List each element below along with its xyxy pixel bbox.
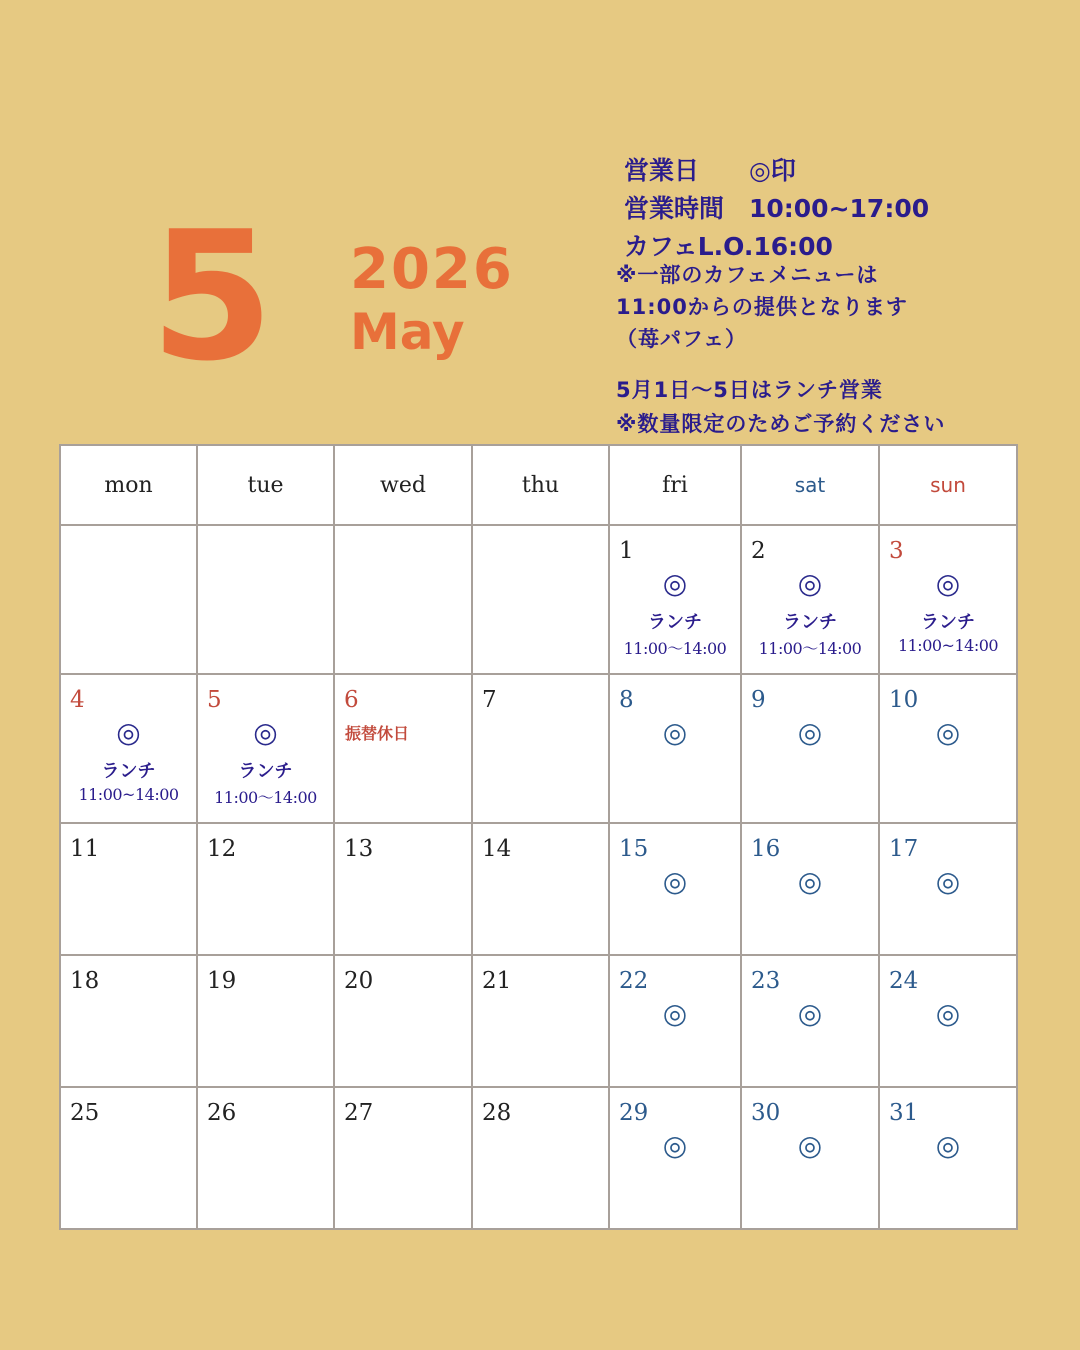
lunch-label: ランチ [238, 761, 293, 782]
info-lunch-notice: 5月1日〜5日はランチ営業 [616, 378, 883, 402]
open-mark: ◎ [797, 1129, 823, 1162]
day-number: 5 [207, 687, 222, 713]
month-name: May [350, 303, 465, 361]
open-mark: ◎ [662, 716, 688, 749]
day-number: 1 [619, 538, 634, 564]
day-number: 3 [889, 538, 904, 564]
day-cell-28 [472, 1087, 609, 1229]
day-cell-25 [60, 1087, 197, 1229]
day-number: 14 [482, 836, 512, 862]
day-cell-19 [197, 955, 334, 1087]
day-cell-6 [334, 674, 472, 823]
day-number: 9 [751, 687, 766, 713]
open-mark: ◎ [116, 716, 141, 749]
day-number: 2 [751, 538, 766, 564]
day-number: 18 [70, 968, 100, 994]
weekday-sun: sun [879, 445, 1017, 525]
week-row [60, 674, 1017, 823]
info-cafe-lo: カフェL.O.16:00 [624, 232, 833, 261]
day-cell-2 [741, 525, 879, 674]
lunch-time: 11:00~14:00 [78, 785, 179, 804]
day-cell-23 [741, 955, 879, 1087]
day-number: 24 [889, 968, 919, 994]
open-mark: ◎ [662, 1129, 688, 1162]
holiday-label: 振替休日 [345, 724, 410, 743]
open-mark: ◎ [797, 997, 823, 1030]
day-cell-empty [334, 525, 472, 674]
weekday-mon: mon [60, 445, 197, 525]
day-number: 20 [344, 968, 374, 994]
day-number: 31 [889, 1100, 919, 1126]
day-cell-14 [472, 823, 609, 955]
weekday-wed: wed [334, 445, 472, 525]
lunch-time: 11:00〜14:00 [623, 639, 727, 658]
open-mark: ◎ [662, 865, 688, 898]
lunch-time: 11:00〜14:00 [214, 788, 317, 807]
day-number: 21 [482, 968, 512, 994]
day-number: 29 [619, 1100, 649, 1126]
lunch-label: ランチ [648, 612, 702, 633]
day-number: 8 [619, 687, 634, 713]
lunch-time: 11:00〜14:00 [758, 639, 862, 658]
day-cell-12 [197, 823, 334, 955]
day-cell-3 [879, 525, 1017, 674]
day-number: 6 [344, 687, 359, 713]
info-business-hours: 営業時間 10:00~17:00 [624, 194, 930, 223]
day-cell-8 [609, 674, 741, 823]
day-cell-11 [60, 823, 197, 955]
day-cell-empty [472, 525, 609, 674]
day-cell-31 [879, 1087, 1017, 1229]
day-cell-26 [197, 1087, 334, 1229]
day-cell-21 [472, 955, 609, 1087]
week-row [60, 525, 1017, 674]
day-number: 30 [751, 1100, 781, 1126]
lunch-time: 11:00~14:00 [897, 636, 999, 655]
day-cell-18 [60, 955, 197, 1087]
day-number: 22 [619, 968, 649, 994]
day-cell-22 [609, 955, 741, 1087]
day-cell-4 [60, 674, 197, 823]
open-mark: ◎ [935, 997, 961, 1030]
open-mark: ◎ [797, 716, 823, 749]
weekday-header-row [60, 445, 1017, 525]
day-cell-empty [197, 525, 334, 674]
day-cell-9 [741, 674, 879, 823]
week-row [60, 955, 1017, 1087]
open-mark: ◎ [253, 716, 278, 749]
day-number: 4 [70, 687, 85, 713]
week-row [60, 1087, 1017, 1229]
day-cell-20 [334, 955, 472, 1087]
day-number: 11 [70, 836, 100, 862]
day-number: 10 [889, 687, 919, 713]
weekday-fri: fri [609, 445, 741, 525]
day-cell-10 [879, 674, 1017, 823]
open-mark: ◎ [935, 1129, 961, 1162]
open-mark: ◎ [662, 567, 688, 600]
day-cell-13 [334, 823, 472, 955]
day-cell-empty [60, 525, 197, 674]
day-cell-5 [197, 674, 334, 823]
day-number: 26 [207, 1100, 237, 1126]
day-cell-29 [609, 1087, 741, 1229]
lunch-label: ランチ [101, 761, 156, 782]
info-business-days: 営業日 ◎印 [624, 156, 796, 185]
weekday-tue: tue [197, 445, 334, 525]
open-mark: ◎ [935, 716, 961, 749]
open-mark: ◎ [935, 865, 961, 898]
month-number: 5 [150, 193, 274, 400]
day-number: 13 [344, 836, 374, 862]
day-number: 23 [751, 968, 781, 994]
info-note-2: 11:00からの提供となります [616, 295, 908, 319]
day-number: 12 [207, 836, 237, 862]
day-number: 19 [207, 968, 237, 994]
day-number: 25 [70, 1100, 100, 1126]
weekday-sat: sat [741, 445, 879, 525]
day-number: 16 [751, 836, 781, 862]
day-cell-24 [879, 955, 1017, 1087]
info-reservation-note: ※数量限定のためご予約ください [616, 412, 946, 436]
open-mark: ◎ [797, 865, 823, 898]
calendar-grid [59, 444, 1018, 1230]
open-mark: ◎ [935, 567, 961, 600]
day-cell-30 [741, 1087, 879, 1229]
info-note-1: ※一部のカフェメニューは [616, 263, 879, 287]
day-cell-16 [741, 823, 879, 955]
info-note-3: （苺パフェ） [616, 327, 747, 351]
day-number: 28 [482, 1100, 512, 1126]
week-row [60, 823, 1017, 955]
open-mark: ◎ [662, 997, 688, 1030]
lunch-label: ランチ [921, 612, 975, 633]
day-number: 15 [619, 836, 649, 862]
day-number: 27 [344, 1100, 374, 1126]
day-cell-7 [472, 674, 609, 823]
lunch-label: ランチ [783, 612, 837, 633]
day-cell-15 [609, 823, 741, 955]
day-cell-17 [879, 823, 1017, 955]
day-cell-1 [609, 525, 741, 674]
day-number: 17 [889, 836, 919, 862]
weekday-thu: thu [472, 445, 609, 525]
open-mark: ◎ [797, 567, 823, 600]
day-number: 7 [482, 687, 497, 713]
day-cell-27 [334, 1087, 472, 1229]
year-label: 2026 [350, 237, 514, 302]
